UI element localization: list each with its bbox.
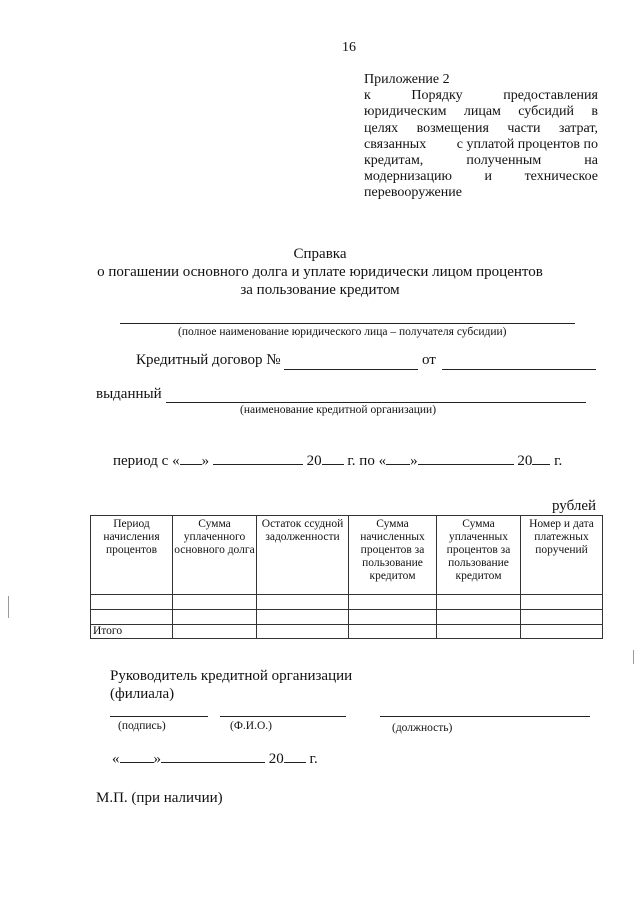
period-start-month-field[interactable]	[213, 450, 303, 465]
appendix-word: техническое	[524, 169, 598, 185]
appendix-word: к	[364, 88, 371, 104]
scan-mark	[8, 596, 9, 618]
table-cell[interactable]	[257, 595, 349, 610]
appendix-word: целях	[364, 120, 399, 136]
position-line[interactable]	[380, 716, 590, 717]
table-cell[interactable]	[173, 595, 257, 610]
col-header-payment-orders: Номер и дата платежных поручений	[521, 516, 603, 595]
col-header-interest-paid: Сумма уплаченных процентов за пользование кредитом	[437, 516, 521, 595]
table-cell[interactable]	[173, 625, 257, 639]
contract-label: Кредитный договор №	[136, 352, 281, 368]
appendix-word: возмещения	[416, 120, 489, 136]
fio-caption: (Ф.И.О.)	[230, 720, 272, 732]
appendix-word: модернизацию	[364, 169, 452, 185]
appendix-block	[364, 72, 598, 202]
appendix-word: Порядку	[411, 88, 463, 104]
period-year-prefix: 20	[306, 453, 322, 469]
appendix-line	[364, 72, 598, 88]
table-row	[91, 610, 603, 625]
appendix-word: затрат,	[558, 120, 598, 136]
period-year-prefix: 20	[517, 453, 533, 469]
table-cell[interactable]	[257, 610, 349, 625]
table-cell[interactable]	[91, 595, 173, 610]
contract-from-label: от	[422, 352, 436, 368]
table-cell[interactable]	[521, 595, 603, 610]
appendix-word: Приложение 2	[364, 72, 450, 87]
sign-year-prefix: 20	[268, 751, 284, 767]
table-cell[interactable]	[521, 625, 603, 639]
payments-table	[90, 515, 603, 639]
appendix-line	[364, 185, 598, 201]
creditor-name-caption: (наименование кредитной организации)	[240, 404, 437, 416]
sign-date-row	[112, 748, 318, 768]
date-quote: «	[112, 751, 120, 767]
col-header-principal-paid: Сумма уплаченного основного долга	[173, 516, 257, 595]
appendix-line	[364, 153, 598, 169]
appendix-word: в	[591, 104, 598, 120]
period-suffix: г.	[554, 453, 563, 469]
entity-name-line[interactable]	[120, 323, 575, 324]
contract-date-line[interactable]	[442, 369, 596, 370]
col-header-period: Период начисления процентов	[91, 516, 173, 595]
table-cell[interactable]	[437, 610, 521, 625]
issued-label: выданный	[96, 386, 162, 402]
appendix-line	[364, 104, 598, 120]
table-cell[interactable]	[257, 625, 349, 639]
sign-month-field[interactable]	[161, 748, 265, 763]
appendix-word: полученным	[466, 153, 542, 169]
position-caption: (должность)	[392, 722, 453, 734]
appendix-word: лицам	[463, 104, 501, 120]
signature-line[interactable]	[110, 716, 208, 717]
appendix-line	[364, 137, 598, 153]
appendix-word: предоставления	[503, 88, 598, 104]
table-cell[interactable]	[349, 595, 437, 610]
period-quote: »	[410, 453, 418, 469]
period-start-day-field[interactable]	[180, 450, 202, 465]
currency-label: рублей	[552, 498, 597, 514]
period-end-year-field[interactable]	[532, 450, 550, 465]
period-end-day-field[interactable]	[386, 450, 410, 465]
signature-caption: (подпись)	[118, 720, 166, 732]
appendix-word: кредитам,	[364, 153, 424, 169]
table-cell[interactable]	[91, 610, 173, 625]
appendix-word: субсидий	[518, 104, 575, 120]
appendix-word: на	[584, 153, 598, 169]
period-end-month-field[interactable]	[418, 450, 514, 465]
table-total-row	[91, 625, 603, 639]
sign-year-field[interactable]	[284, 748, 306, 763]
sign-day-field[interactable]	[120, 748, 154, 763]
appendix-word: с уплатой процентов по	[456, 136, 598, 152]
table-cell[interactable]	[437, 595, 521, 610]
appendix-line	[364, 169, 598, 185]
period-start-year-field[interactable]	[322, 450, 344, 465]
col-header-interest-accrued: Сумма начисленных процентов за пользование кредитом	[349, 516, 437, 595]
signer-role-label: Руководитель кредитной организации	[110, 668, 353, 684]
creditor-name-line[interactable]	[166, 402, 586, 403]
col-header-loan-balance: Остаток ссудной задолженности	[257, 516, 349, 595]
appendix-word: связанных	[364, 136, 427, 152]
table-cell[interactable]	[437, 625, 521, 639]
sign-year-suffix: г.	[309, 751, 318, 767]
period-middle: г. по «	[347, 453, 387, 469]
appendix-word: части	[507, 120, 541, 136]
appendix-line	[364, 121, 598, 137]
entity-name-caption: (полное наименование юридического лица – получателя субсидии)	[178, 326, 507, 338]
period-quote: »	[201, 453, 210, 469]
period-prefix: период с «	[113, 453, 180, 469]
appendix-word: юридическим	[364, 104, 447, 120]
table-cell[interactable]	[349, 625, 437, 639]
table-cell[interactable]	[349, 610, 437, 625]
document-subtitle-cont: за пользование кредитом	[240, 282, 400, 298]
scan-mark	[633, 650, 634, 664]
total-label: Итого	[91, 625, 173, 639]
period-row	[113, 450, 562, 470]
table-row	[91, 595, 603, 610]
date-quote: »	[153, 751, 161, 767]
document-subtitle: о погашении основного долга и уплате юридически лицом процентов	[97, 264, 543, 280]
stamp-note: М.П. (при наличии)	[96, 790, 223, 806]
contract-number-line[interactable]	[284, 369, 418, 370]
appendix-line	[364, 88, 598, 104]
appendix-word: и	[484, 169, 493, 185]
document-title: Справка	[293, 246, 347, 262]
table-cell[interactable]	[521, 610, 603, 625]
appendix-word: перевооружение	[364, 185, 462, 201]
fio-line[interactable]	[220, 716, 346, 717]
signer-role-label-cont: (филиала)	[110, 686, 175, 702]
page-number: 16	[342, 40, 356, 55]
table-cell[interactable]	[173, 610, 257, 625]
table-header-row	[91, 516, 603, 595]
